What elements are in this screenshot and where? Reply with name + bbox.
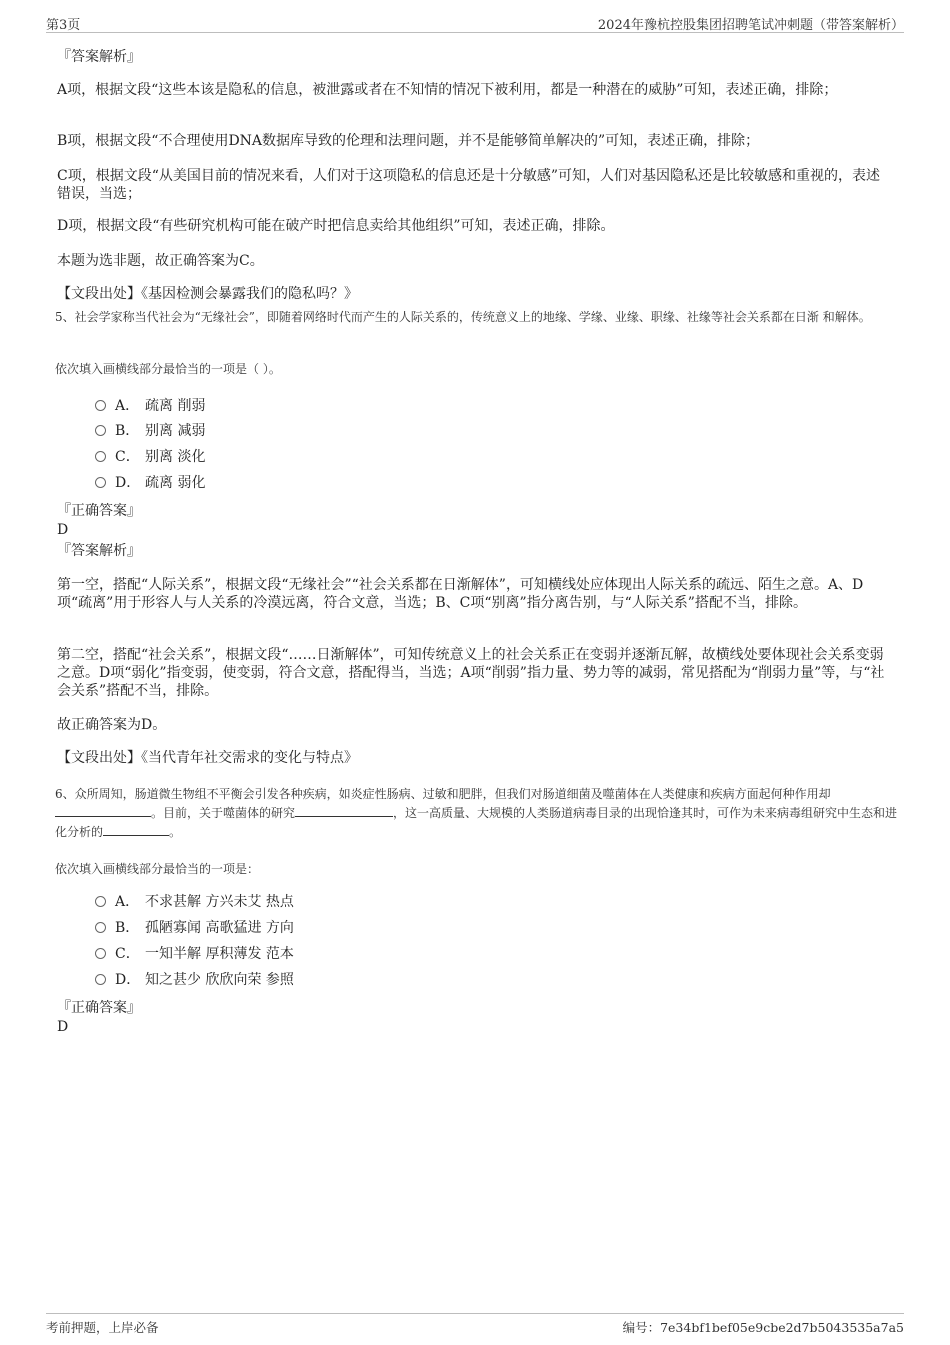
- q4-analysis-label: 『答案解析』: [57, 49, 141, 65]
- document-title: 2024年豫杭控股集团招聘笔试冲刺题（带答案解析）: [597, 18, 904, 33]
- radio-icon[interactable]: [95, 896, 106, 907]
- page-header: [46, 14, 904, 33]
- q5-analysis-p2: 第二空，搭配“社会关系”，根据文段“……日渐解体”，可知传统意义上的社会关系正在变弱并逐渐瓦解，故横线处要体现社会关系变弱之意。D项“弱化”指变弱，使变弱，符合文意，搭配得当，当选；A项“削弱”指力量、势力等的减弱，常见搭配为“削弱力量”等，与“社会关系”搭配不当，排除。: [57, 647, 885, 699]
- page-footer: [46, 1313, 904, 1338]
- radio-icon[interactable]: [95, 974, 106, 985]
- q5-answer-label: 『正确答案』: [57, 503, 141, 519]
- q6-option-d[interactable]: D． 知之甚少 欣欣向荣 参照: [95, 971, 294, 989]
- q6-answer: D: [57, 1019, 69, 1035]
- radio-icon[interactable]: [95, 400, 106, 411]
- q5-option-c[interactable]: C． 别离 淡化: [95, 448, 205, 466]
- radio-icon[interactable]: [95, 425, 106, 436]
- q5-source: 【文段出处】《当代青年社交需求的变化与特点》: [57, 750, 358, 766]
- q6-stem: 6、众所周知，肠道微生物组不平衡会引发各种疾病，如炎症性肠病、过敏和肥胖，但我们对肠道细菌及噬菌体在人类健康和疾病方面起何种作用却。目前，关于噬菌体的研究 ，这一高质量、大规模的人类肠道病毒目录的出现恰逢其时，可作为未来病毒组研究中生态和进化分析的 。: [55, 787, 898, 839]
- q5-prompt: 依次填入画横线部分最恰当的一项是（ ）。: [55, 362, 281, 376]
- footer-slogan: 考前押题，上岸必备: [46, 1320, 159, 1335]
- blank-3: [103, 822, 169, 836]
- blank-2: [295, 803, 393, 817]
- q5-analysis-label: 『答案解析』: [57, 543, 141, 559]
- q4-conclusion: 本题为选非题，故正确答案为C。: [57, 253, 264, 269]
- q4-analysis-c: C项，根据文段“从美国目前的情况来看，人们对于这项隐私的信息还是十分敏感”可知，人们对基因隐私还是比较敏感和重视的，表述错误，当选；: [57, 168, 881, 202]
- blank-1: [55, 803, 151, 817]
- q6-option-c[interactable]: C． 一知半解 厚积薄发 范本: [95, 945, 294, 963]
- radio-icon[interactable]: [95, 451, 106, 462]
- q5-option-b[interactable]: B． 别离 减弱: [95, 422, 205, 440]
- q4-analysis-b: B项，根据文段“不合理使用DNA数据库导致的伦理和法理问题，并不是能够简单解决的”可知，表述正确，排除；: [57, 133, 760, 149]
- q6-option-b[interactable]: B． 孤陋寡闻 高歌猛进 方向: [95, 919, 294, 937]
- radio-icon[interactable]: [95, 948, 106, 959]
- radio-icon[interactable]: [95, 922, 106, 933]
- q5-stem: 5、社会学家称当代社会为“无缘社会”，即随着网络时代而产生的人际关系的，传统意义上的地缘、学缘、业缘、职缘、社缘等社会关系都在日渐 和解体。: [55, 310, 871, 324]
- q5-analysis-p1: 第一空，搭配“人际关系”，根据文段“无缘社会”“社会关系都在日渐解体”，可知横线处应体现出人际关系的疏远、陌生之意。A、D项“疏离”用于形容人与人关系的冷漠远离，符合文意，当选；B、C项“别离”指分离告别，与“人际关系”搭配不当，排除。: [57, 577, 864, 611]
- page-number: 第3页: [46, 18, 81, 33]
- q5-answer: D: [57, 522, 69, 538]
- q6-answer-label: 『正确答案』: [57, 1000, 141, 1016]
- q4-source: 【文段出处】《基因检测会暴露我们的隐私吗？》: [57, 286, 358, 302]
- q5-option-a[interactable]: A． 疏离 削弱: [95, 397, 205, 415]
- q6-prompt: 依次填入画横线部分最恰当的一项是：: [55, 862, 260, 876]
- radio-icon[interactable]: [95, 477, 106, 488]
- document-code: 编号：7e34bf1bef05e9cbe2d7b5043535a7a5: [622, 1320, 904, 1335]
- q4-analysis-a: A项，根据文段“这些本该是隐私的信息，被泄露或者在不知情的情况下被利用，都是一种潜在的威胁”可知，表述正确，排除；: [57, 82, 838, 98]
- q4-analysis-d: D项，根据文段“有些研究机构可能在破产时把信息卖给其他组织”可知，表述正确，排除。: [57, 218, 615, 234]
- q5-option-d[interactable]: D． 疏离 弱化: [95, 474, 205, 492]
- q6-option-a[interactable]: A． 不求甚解 方兴未艾 热点: [95, 893, 294, 911]
- q5-conclusion: 故正确答案为D。: [57, 717, 167, 733]
